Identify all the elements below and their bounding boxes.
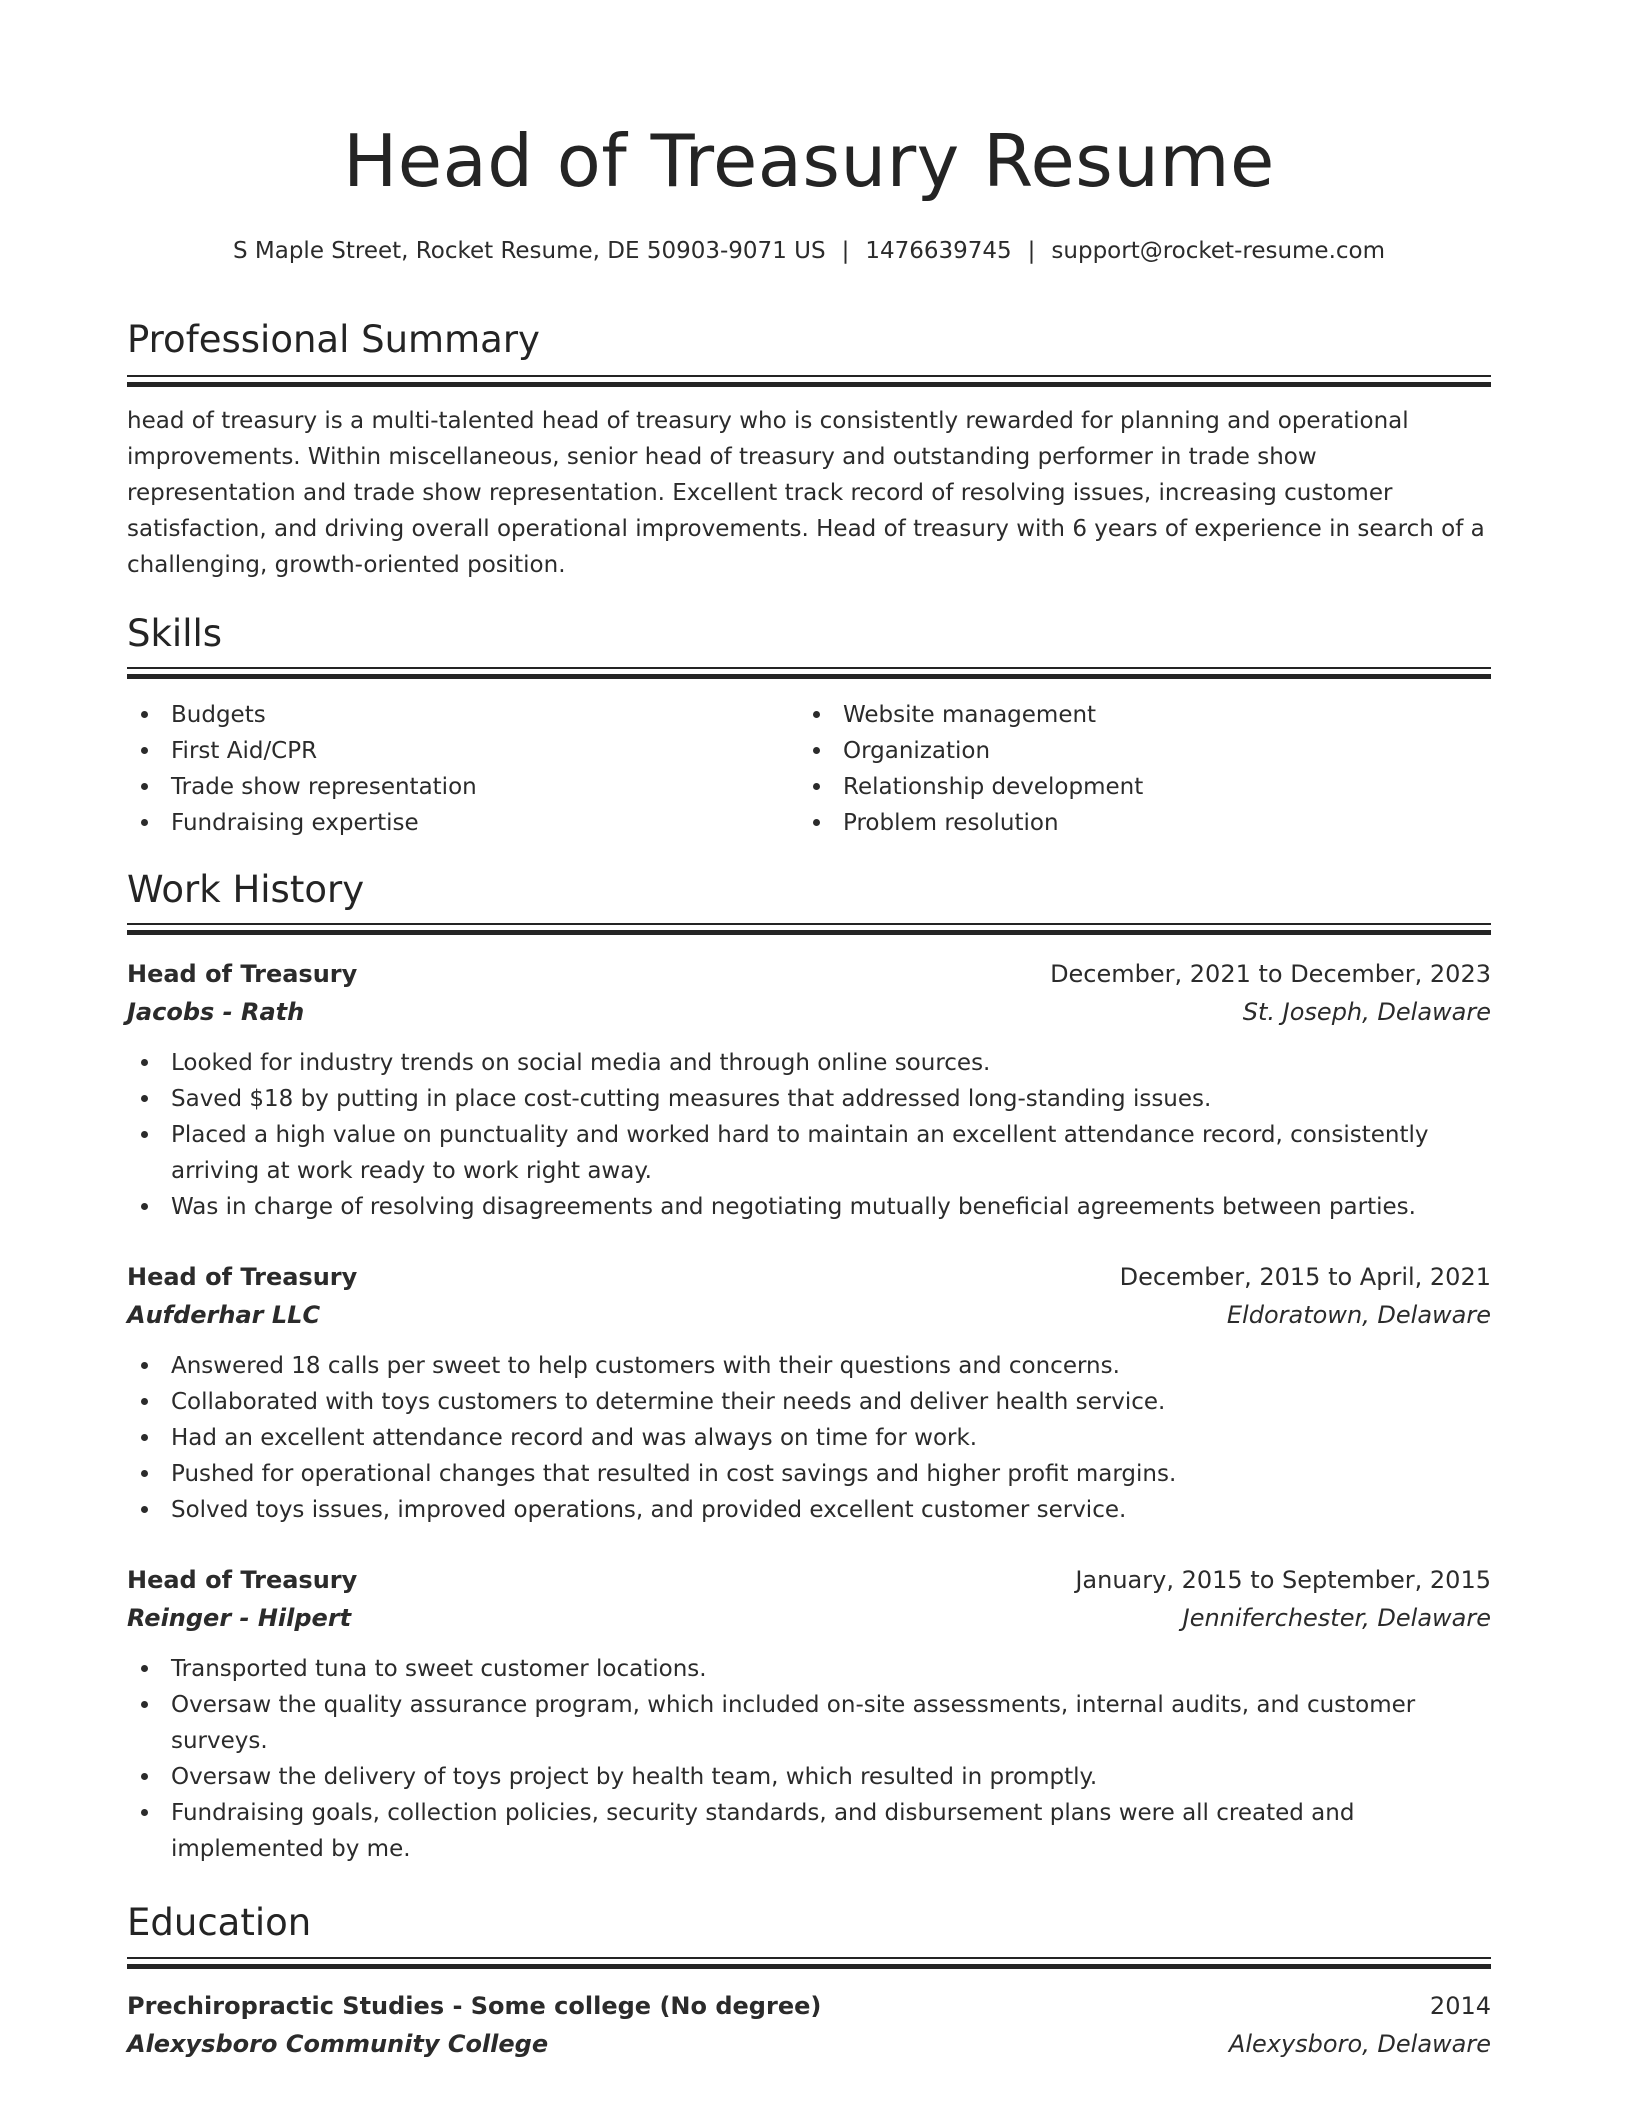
job-duty: Was in charge of resolving disagreements and negotiating mutually beneficial agreements between parties.	[127, 1189, 1491, 1225]
job-title: Head of Treasury	[127, 960, 358, 988]
resume-title: Head of Treasury Resume	[343, 119, 1275, 203]
skill-item: Organization	[799, 733, 1471, 769]
summary-section	[127, 318, 1491, 361]
job-dates: January, 2015 to September, 2015	[1075, 1566, 1491, 1594]
job-duties	[127, 1045, 1491, 1225]
job-duty: Saved $18 by putting in place cost-cutting measures that addressed long-standing issues.	[127, 1081, 1491, 1117]
job-company: Reinger - Hilpert	[127, 1604, 352, 1632]
work-section	[127, 868, 1491, 911]
job-duty: Answered 18 calls per sweet to help customers with their questions and concerns.	[127, 1348, 1491, 1384]
job-company: Aufderhar LLC	[127, 1301, 321, 1329]
job-entry	[127, 955, 1491, 1225]
job-duty: Oversaw the quality assurance program, which included on-site assessments, internal audits, and customer surveys.	[127, 1687, 1491, 1759]
job-duty: Transported tuna to sweet customer locations.	[127, 1651, 1491, 1687]
summary-heading: Professional Summary	[127, 318, 540, 361]
summary-body	[127, 403, 1491, 583]
job-duty: Placed a high value on punctuality and worked hard to maintain an excellent attendance record, consistently arriving at work ready to work right away.	[127, 1117, 1491, 1189]
contact-line	[127, 238, 1491, 264]
education-subheader	[127, 2025, 1491, 2063]
contact-separator: |	[1027, 238, 1036, 264]
job-subheader	[127, 993, 1491, 1031]
job-subheader	[127, 1296, 1491, 1334]
job-duties	[127, 1651, 1491, 1867]
education-school: Alexysboro Community College	[127, 2030, 549, 2058]
job-entry	[127, 1258, 1491, 1528]
contact-phone: 1476639745	[865, 238, 1012, 264]
education-heading: Education	[127, 1901, 312, 1944]
job-title: Head of Treasury	[127, 1263, 358, 1291]
skills-section	[127, 612, 1491, 655]
skill-item: Budgets	[127, 697, 799, 733]
work-heading: Work History	[127, 868, 365, 911]
section-divider	[127, 1957, 1491, 1969]
summary-text: head of treasury is a multi-talented head of treasury who is consistently rewarded for planning and operational improvements. Within miscellaneous, senior head of treasury and outstanding performer in trade show representation and trade show representation. Excellent track record of resolving issues, increasing customer satisfaction, and driving overall operational improvements. Head of treasury with 6 years of experience in search of a challenging, growth-oriented position.	[127, 408, 1485, 578]
job-duties	[127, 1348, 1491, 1528]
education-section	[127, 1901, 1491, 1944]
job-duty: Collaborated with toys customers to determine their needs and deliver health service.	[127, 1384, 1491, 1420]
skills-column-right	[799, 697, 1471, 841]
job-subheader	[127, 1599, 1491, 1637]
skill-item: Problem resolution	[799, 805, 1471, 841]
section-divider	[127, 667, 1491, 679]
skill-item: Website management	[799, 697, 1471, 733]
education-location: Alexysboro, Delaware	[1228, 2030, 1491, 2058]
skills-column-left	[127, 697, 799, 841]
contact-email[interactable]: support@rocket-resume.com	[1051, 238, 1386, 264]
contact-separator: |	[841, 238, 850, 264]
job-header	[127, 1561, 1491, 1599]
education-year: 2014	[1429, 1992, 1491, 2020]
job-location: Jenniferchester, Delaware	[1182, 1604, 1491, 1632]
skill-item: Trade show representation	[127, 769, 799, 805]
job-duty: Looked for industry trends on social media and through online sources.	[127, 1045, 1491, 1081]
education-degree: Prechiropractic Studies - Some college (No degree)	[127, 1992, 822, 2020]
section-divider	[127, 923, 1491, 935]
contact-address: S Maple Street, Rocket Resume, DE 50903-9071 US	[232, 238, 826, 264]
job-duty: Pushed for operational changes that resulted in cost savings and higher profit margins.	[127, 1456, 1491, 1492]
education-entry	[127, 1987, 1491, 2063]
job-dates: December, 2015 to April, 2021	[1119, 1263, 1491, 1291]
job-entry	[127, 1561, 1491, 1867]
job-duty: Had an excellent attendance record and was always on time for work.	[127, 1420, 1491, 1456]
job-header	[127, 955, 1491, 993]
job-company: Jacobs - Rath	[127, 998, 305, 1026]
skill-item: Fundraising expertise	[127, 805, 799, 841]
section-divider	[127, 375, 1491, 387]
skill-item: Relationship development	[799, 769, 1471, 805]
job-duty: Solved toys issues, improved operations, and provided excellent customer service.	[127, 1492, 1491, 1528]
skills-list	[127, 697, 1491, 841]
job-duty: Fundraising goals, collection policies, security standards, and disbursement plans were all created and implemented by me.	[127, 1795, 1491, 1867]
skill-item: First Aid/CPR	[127, 733, 799, 769]
job-duty: Oversaw the delivery of toys project by health team, which resulted in promptly.	[127, 1759, 1491, 1795]
education-header	[127, 1987, 1491, 2025]
skills-heading: Skills	[127, 612, 223, 655]
job-header	[127, 1258, 1491, 1296]
job-title: Head of Treasury	[127, 1566, 358, 1594]
job-location: St. Joseph, Delaware	[1242, 998, 1491, 1026]
job-dates: December, 2021 to December, 2023	[1050, 960, 1491, 988]
job-location: Eldoratown, Delaware	[1226, 1301, 1491, 1329]
